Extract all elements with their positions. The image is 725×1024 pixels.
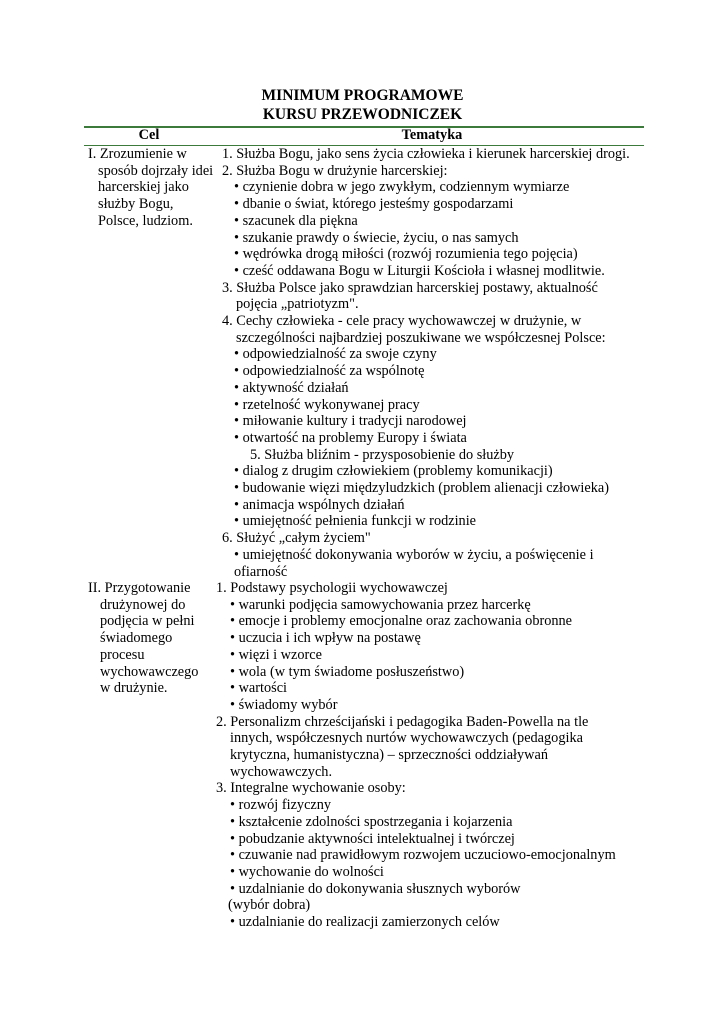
topic-line: • odpowiedzialność za swoje czyny — [234, 346, 437, 363]
goal-2-line: II. Przygotowanie — [88, 580, 191, 596]
goal-2-line: procesu — [100, 646, 145, 663]
topic-line: • dialog z drugim człowiekiem (problemy komunikacji) — [234, 463, 553, 480]
topic-line: 2. Personalizm chrześcijański i pedagogika Baden-Powella na tle — [216, 713, 589, 730]
topic-line: 1. Podstawy psychologii wychowawczej — [216, 580, 448, 596]
goal-1-line: harcerskiej jako — [98, 179, 189, 196]
topic-line: • aktywność działań — [234, 379, 349, 396]
topic-line: • uczucia i ich wpływ na postawę — [230, 630, 421, 647]
goal-1-line: służby Bogu, — [98, 196, 174, 213]
topic-line: 1. Służba Bogu, jako sens życia człowieka i kierunek harcerskiej drogi. — [222, 146, 630, 162]
goal-2 — [84, 580, 218, 697]
column-header-cel: Cel — [138, 127, 160, 143]
topic-line: • wychowanie do wolności — [230, 863, 384, 880]
topic-line: (wybór dobra) — [228, 897, 311, 914]
topic-line: • szacunek dla piękna — [234, 212, 358, 229]
goal-1-line: Polsce, ludziom. — [98, 212, 193, 229]
topic-line: wychowawczych. — [230, 763, 333, 780]
topic-line: • umiejętność dokonywania wyborów w życiu, a poświęcenie i — [234, 546, 594, 563]
topic-line: • rzetelność wykonywanej pracy — [234, 396, 420, 413]
topic-line: • świadomy wybór — [230, 696, 338, 713]
topic-line: • pobudzanie aktywności intelektualnej i twórczej — [230, 830, 515, 847]
topic-line: 3. Służba Polsce jako sprawdzian harcerskiej postawy, aktualność — [222, 279, 598, 296]
goal-2-line: podjęcia w pełni — [100, 613, 195, 630]
topic-line: • rozwój fizyczny — [230, 797, 332, 814]
topic-line: • umiejętność pełnienia funkcji w rodzinie — [234, 513, 477, 530]
goal-2-line: w drużynie. — [100, 680, 168, 697]
topic-line: • uzdalnianie do dokonywania słusznych wyborów — [230, 880, 521, 897]
topic-line: ofiarność — [234, 563, 288, 580]
goal-2-line: świadomego — [100, 630, 173, 647]
goal-1-line: sposób dojrzały idei — [98, 162, 214, 179]
topic-line: • miłowanie kultury i tradycji narodowej — [234, 413, 467, 430]
topic-line: 4. Cechy człowieka - cele pracy wychowawczej w drużynie, w — [222, 313, 582, 329]
goal-1 — [84, 146, 218, 230]
column-header-tematyka: Tematyka — [401, 127, 463, 143]
topic-line: 5. Służba bliźnim - przysposobienie do służby — [250, 446, 515, 463]
topic-line: krytyczna, humanistyczna) – sprzeczności oddziaływań — [230, 747, 548, 763]
topic-line: • emocje i problemy emocjonalne oraz zachowania obronne — [230, 613, 573, 630]
document-title-line2: KURSU PRZEWODNICZEK — [262, 106, 463, 123]
topic-line: • kształcenie zdolności spostrzegania i kojarzenia — [230, 813, 513, 830]
topic-line: • warunki podjęcia samowychowania przez harcerkę — [230, 596, 531, 613]
topic-line: • wola (w tym świadome posłuszeństwo) — [230, 663, 465, 680]
topic-line: • wędrówka drogą miłości (rozwój rozumienia tego pojęcia) — [234, 246, 578, 263]
topic-line: • więzi i wzorce — [230, 646, 322, 663]
goal-2-line: wychowawczego — [100, 663, 199, 680]
topic-line: • dbanie o świat, którego jesteśmy gospodarzami — [234, 196, 514, 213]
topic-line: • szukanie prawdy o świecie, życiu, o nas samych — [234, 229, 519, 246]
topic-line: • odpowiedzialność za wspólnotę — [234, 363, 425, 380]
goal-1-line: I. Zrozumienie w — [88, 146, 187, 162]
topic-line: • cześć oddawana Bogu w Liturgii Kościoła i własnej modlitwie. — [234, 262, 605, 279]
goal-2-line: drużynowej do — [100, 596, 186, 613]
topic-line: • budowanie więzi międzyludzkich (problem alienacji człowieka) — [234, 480, 609, 496]
topic-line: • uzdalnianie do realizacji zamierzonych celów — [230, 914, 500, 930]
topic-line: • otwartość na problemy Europy i świata — [234, 429, 467, 446]
topic-line: • czuwanie nad prawidłowym rozwojem uczuciowo-emocjonalnym — [230, 847, 616, 864]
topic-line: 6. Służyć „całym życiem" — [222, 530, 371, 547]
topic-line: szczególności najbardziej poszukiwane we współczesnej Polsce: — [236, 329, 606, 346]
topic-line: • wartości — [230, 680, 288, 697]
topic-line: innych, współczesnych nurtów wychowawczych (pedagogika — [230, 730, 583, 747]
topic-line: • czynienie dobra w jego zwykłym, codziennym wymiarze — [234, 179, 570, 196]
topic-line: • animacja wspólnych działań — [234, 496, 405, 513]
topic-line: 2. Służba Bogu w drużynie harcerskiej: — [222, 162, 448, 179]
document-title-line1: MINIMUM PROGRAMOWE — [261, 87, 464, 104]
topic-line: 3. Integralne wychowanie osoby: — [216, 780, 406, 797]
topic-line: pojęcia „patriotyzm". — [236, 296, 359, 313]
